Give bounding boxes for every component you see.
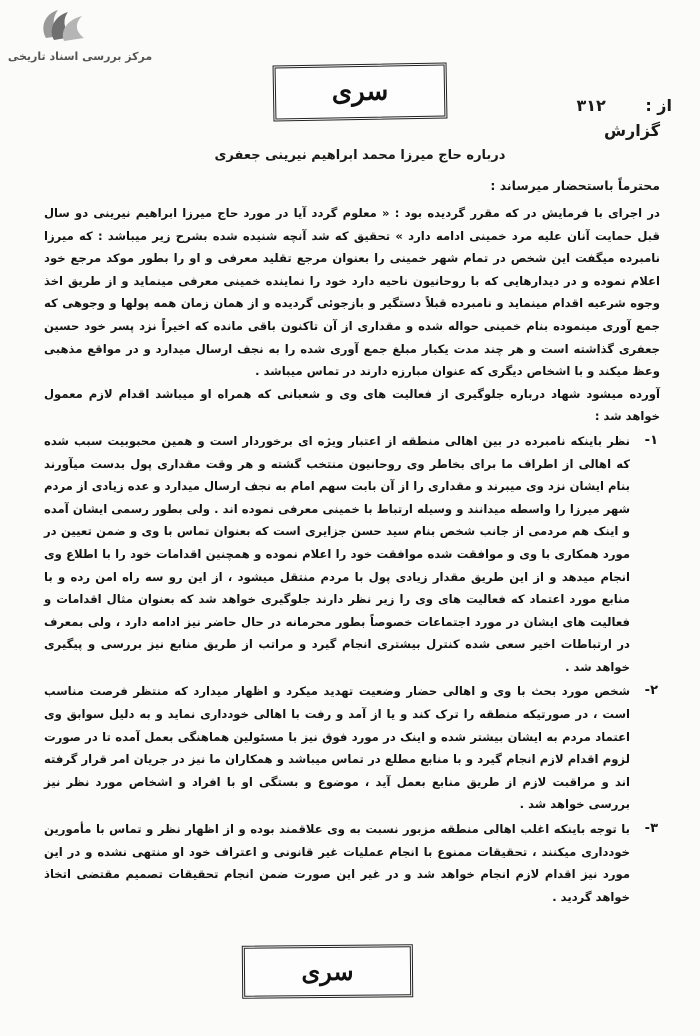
list-item: [44, 818, 660, 908]
salutation: محترماً باستحضار میرساند :: [490, 178, 660, 193]
intro-closing: آورده میشود شهاد درباره جلوگیری از فعالیت های وی و شعبانی که همراه او میباشد اقدام لازم معمول خواهد شد :: [44, 386, 660, 424]
archive-logo: [6, 6, 154, 68]
document-number: [576, 96, 672, 115]
document-body: [44, 202, 660, 908]
list-item-number: ۱-: [644, 432, 658, 448]
archive-logo-text: مرکز بررسی اسناد تاریخی: [7, 50, 153, 63]
list-item-number: ۲-: [644, 683, 658, 699]
classification-stamp-top: سری: [273, 62, 448, 121]
archive-logo-icon: [36, 6, 92, 46]
classification-stamp-bottom: سری: [242, 944, 413, 998]
document-number-value: ۳۱۲: [576, 96, 606, 115]
list-item-text: نظر باینکه نامبرده در بین اهالی منطقه از اعتبار ویژه ای برخوردار است و همین محبوبیت سبب شده که اهالی از اطراف ما برای بخاطر وی روحانیون منتخب گشته و هر وقت مقداری پول بدست میآورند بنام ایشان نزد وی میبرند و مقداری را از آن بابت سهم امام به نجف ارسال میدارد و عده زیادی از مردم شهر میرزا را واسطه میدانند و وسیله ارتباط با خمینی معرفی نموده اند . ولی بطور رسمی ایشان آمده و اینک هم مردمی از جانب شخص بنام سید حسن جزایری است که بعنوان تماس با وی و ضمن تعیین در مورد همکاری با وی و موافقت شده موافقت خود را اعلام نموده و همچنین اقدامات خود را با اطلاع وی انجام میدهد و از این طریق مقدار زیادی پول با مردم منتقل میشود ، از این رو سه راه امن رده و با منابع مورد اعتماد که فعالیت های وی را زیر نظر دارند جلوگیری خواهد شد که بعنوان مثال اقدامات و فعالیت های ایشان در مورد اجتماعات خصوصاً بطور محرمانه در حال حاضر نیز ادامه دارد ، ولی بمعرف در ارتباطات اخیر سعی شده کنترل بیشتری انجام گیرد و مراتب از طریق منابع نیز بررسی و پیگیری خواهد شد .: [44, 433, 630, 674]
list-item-number: ۳-: [644, 821, 658, 837]
document-number-label: از :: [645, 96, 672, 115]
report-label: گزارش: [603, 121, 660, 140]
list-item-text: با توجه باینکه اغلب اهالی منطقه مزبور نسبت به وی علاقمند بوده و از اظهار نظر و تماس با مأمورین خودداری میکنند ، تحقیقات ممنوع با انجام عملیات غیر قانونی و اعتراف خود او منتهی نشده و در این مورد نیز اقدام لازم انجام خواهد شد و در غیر این صورت ضمن انجام تحقیقات تصمیم مقتضی اتخاذ خواهد گردید .: [44, 822, 630, 904]
intro-paragraph: در اجرای با فرمایش در که مقرر گردیده بود : « معلوم گردد آیا در مورد حاج میرزا ابراهیم نیرینی دو سال قبل حمایت آنان علیه مرد خمینی ادامه دارد » تحقیق که شد آنچه شنیده شده بشرح زیر میباشد : که میرزا نامبرده میگفت این شخص در تمام شهر خمینی را بعنوان مرجع تقلید معرفی و او را بطور موکد مرجع خود اعلام نموده و در دیدارهایی که با روحانیون ناحیه دارد خود را نماینده خمینی معرفی مینماید و از طریق اخذ وجوه شرعیه اقدام مینماید و نامبرده قبلاً دستگیر و بازجوئی گردیده و از همان زمان همه پولها و وجوهی که جمع آوری مینموده بنام خمینی حواله شده و مقداری از آن تاکنون باقی مانده که اخیراً نزد پسر خود حسین جعفری گذاشته است و هر چند مدت یکبار مبلغ جمع آوری شده را به نجف ارسال میدارد و در مواقع مذهبی وعظ میکند و با اشخاص دیگری که عنوان مبارزه دارند در تماس میباشد .: [44, 206, 660, 379]
list-item: [44, 430, 660, 679]
document-subject: درباره حاج میرزا محمد ابراهیم نیرینی جعفری: [214, 148, 506, 163]
list-item: [44, 680, 660, 816]
list-item-text: شخص مورد بحث با وی و اهالی حضار وضعیت تهدید میکرد و اظهار میدارد که منتظر فرصت مناسب است ، در صورتیکه منطقه را ترک کند و یا از آمد و رفت با اهالی خودداری نماید و به دلیل سوابق وی اعتماد مردم به ایشان بیشتر شده و اینک در مورد فوق نیز با مسئولین هماهنگی بعمل آمده تا در صورت لزوم اقدام لازم انجام گیرد و با منابع مطلع در تماس میباشد و همکاران ما نیز در جریان امر قرار گرفته اند و مراقبت لازم از طریق منابع بعمل آید ، موضوع و بستگی او با افراد و اشخاص مورد نظر نیز بررسی خواهد شد .: [44, 684, 630, 812]
